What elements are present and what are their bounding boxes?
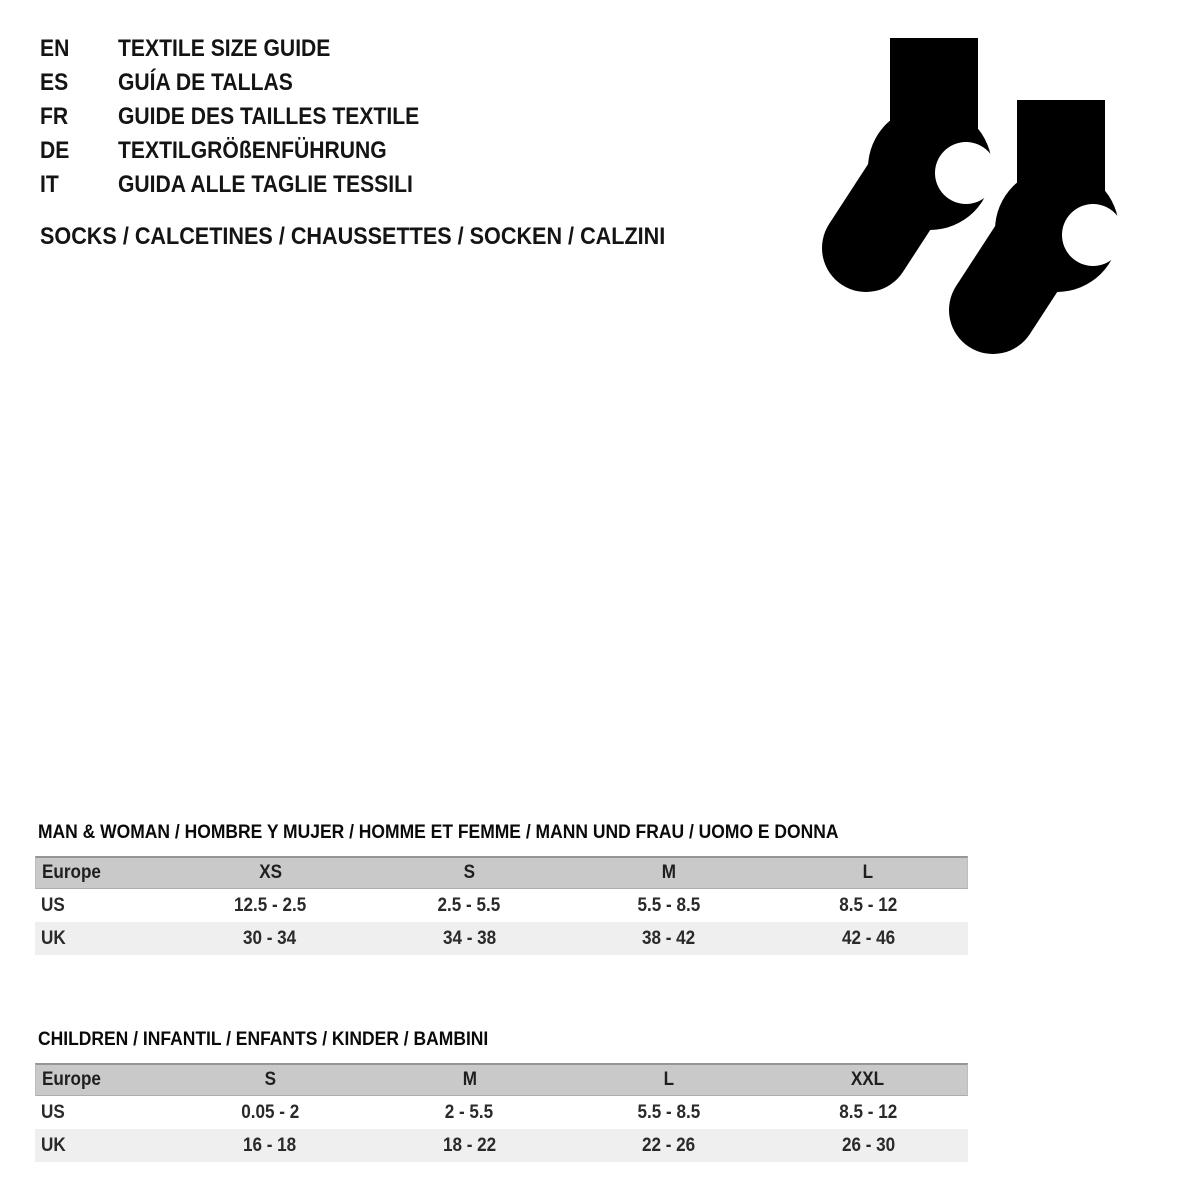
value-cell: 2 - 5.5 (445, 1101, 494, 1123)
socks-icon (810, 30, 1130, 360)
header-cell-region: Europe (42, 862, 101, 883)
value-cell: 34 - 38 (442, 927, 496, 949)
row-label-cell: US (41, 1101, 65, 1123)
row-label-cell: US (41, 894, 65, 916)
language-code-text: DE (40, 137, 70, 164)
language-code (40, 171, 118, 199)
header-cell-size: S (463, 862, 476, 883)
language-code-text: IT (40, 171, 59, 198)
language-code (40, 137, 118, 165)
sock-left (866, 38, 997, 248)
language-label-text: TEXTILE SIZE GUIDE (118, 35, 331, 62)
table-title-man-woman (35, 820, 968, 856)
table-header-row (35, 1063, 968, 1096)
table-row-uk (35, 1129, 968, 1162)
language-code (40, 35, 118, 63)
table-title-text: CHILDREN / INFANTIL / ENFANTS / KINDER / BAMBINI (38, 1029, 489, 1050)
category-line (40, 222, 735, 252)
header-cell-size: S (264, 1069, 277, 1090)
value-cell: 0.05 - 2 (240, 1101, 299, 1123)
category-line-text: SOCKS / CALCETINES / CHAUSSETTES / SOCKEN / CALZINI (40, 223, 666, 250)
header-cell-size: XS (259, 862, 282, 883)
language-code (40, 103, 118, 131)
header-cell-size: M (462, 1069, 477, 1090)
size-table-section-children (35, 1027, 968, 1162)
table-header-row (35, 856, 968, 889)
header-cell-size: M (661, 862, 676, 883)
language-row-fr (40, 100, 460, 134)
language-row-de (40, 134, 460, 168)
value-cell: 38 - 42 (642, 927, 696, 949)
size-table-children (35, 1063, 968, 1162)
value-cell: 8.5 - 12 (839, 894, 898, 916)
language-label (118, 137, 423, 165)
row-label-cell: UK (41, 927, 66, 949)
value-cell: 22 - 26 (642, 1134, 696, 1156)
language-label (118, 171, 453, 199)
language-label (118, 103, 460, 131)
header-cell-size: L (862, 862, 873, 883)
table-row-uk (35, 922, 968, 955)
table-row-us (35, 889, 968, 922)
language-label (118, 35, 359, 63)
size-table-section-man-woman (35, 820, 968, 955)
language-row-it (40, 168, 460, 202)
language-label-text: GUIDE DES TAILLES TEXTILE (118, 103, 420, 130)
value-cell: 12.5 - 2.5 (233, 894, 306, 916)
value-cell: 8.5 - 12 (839, 1101, 898, 1123)
value-cell: 26 - 30 (841, 1134, 895, 1156)
language-code (40, 69, 118, 97)
language-row-en (40, 32, 460, 66)
header-cell-region: Europe (42, 1069, 101, 1090)
language-label (118, 69, 317, 97)
value-cell: 16 - 18 (243, 1134, 297, 1156)
size-table-man-woman (35, 856, 968, 955)
language-code-text: ES (40, 69, 69, 96)
table-title-text: MAN & WOMAN / HOMBRE Y MUJER / HOMME ET FEMME / MANN UND FRAU / UOMO E DONNA (38, 822, 839, 843)
value-cell: 42 - 46 (841, 927, 895, 949)
language-title-list (40, 32, 460, 202)
value-cell: 18 - 22 (442, 1134, 496, 1156)
header-cell-size: L (663, 1069, 674, 1090)
language-code-text: FR (40, 103, 69, 130)
value-cell: 2.5 - 5.5 (437, 894, 501, 916)
value-cell: 5.5 - 8.5 (637, 894, 701, 916)
row-label-cell: UK (41, 1134, 66, 1156)
value-cell: 5.5 - 8.5 (637, 1101, 701, 1123)
table-title-children (35, 1027, 968, 1063)
language-label-text: GUIDA ALLE TAGLIE TESSILI (118, 171, 413, 198)
language-label-text: TEXTILGRÖßENFÜHRUNG (118, 137, 387, 164)
header-cell-size: XXL (850, 1069, 885, 1090)
language-row-es (40, 66, 460, 100)
sock-right (993, 100, 1124, 310)
value-cell: 30 - 34 (243, 927, 297, 949)
language-code-text: EN (40, 35, 70, 62)
table-row-us (35, 1096, 968, 1129)
language-label-text: GUÍA DE TALLAS (118, 69, 293, 96)
